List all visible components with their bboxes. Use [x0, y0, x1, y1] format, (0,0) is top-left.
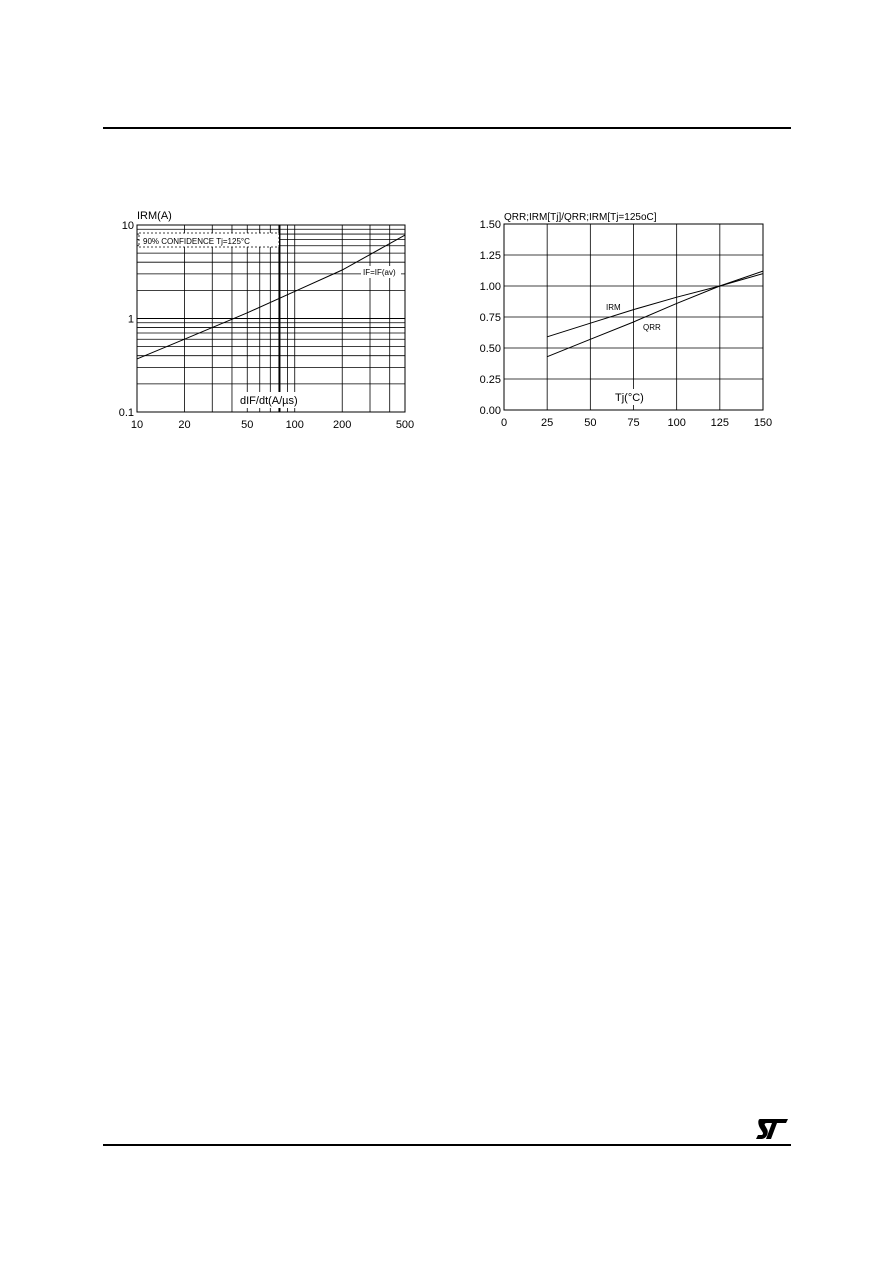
y-tick-label: 0.25 — [479, 374, 501, 386]
x-tick-label: 150 — [753, 417, 773, 429]
y-tick-label: 10 — [121, 220, 134, 232]
chart-title: IRM(A) — [137, 210, 172, 222]
y-tick-label: 1 — [127, 313, 134, 326]
qrr-series-line — [547, 271, 763, 357]
x-tick-label: 10 — [130, 419, 144, 431]
st-logo-icon — [755, 1117, 791, 1141]
x-tick-label: 100 — [667, 417, 686, 429]
x-tick-label: 75 — [627, 417, 640, 429]
x-tick-label: 50 — [584, 417, 597, 429]
y-tick-label: 1.25 — [479, 250, 501, 262]
x-tick-label: 500 — [395, 419, 415, 431]
y-tick-label: 0.1 — [118, 407, 134, 419]
x-tick-label: 0 — [500, 417, 508, 429]
confidence-annotation: 90% CONFIDENCE Tj=125°C — [143, 237, 250, 246]
bottom-rule — [103, 1144, 791, 1146]
x-tick-label: 100 — [285, 419, 304, 431]
qrr-series-label: QRR — [643, 323, 661, 332]
x-tick-label: 125 — [710, 417, 730, 429]
y-tick-label: 0.50 — [479, 343, 501, 355]
normalized-qrr-irm-vs-tj-chart — [0, 0, 892, 460]
x-tick-label: 25 — [541, 417, 554, 429]
y-tick-label: 0.75 — [479, 312, 501, 324]
if-annotation: IF=IF(av) — [363, 268, 396, 277]
y-tick-label: 1.00 — [479, 281, 501, 293]
y-tick-label: 1.50 — [479, 219, 501, 231]
chart-title: QRR;IRM[Tj]/QRR;IRM[Tj=125oC] — [504, 212, 657, 223]
x-tick-label: 50 — [241, 419, 254, 431]
x-tick-label: 20 — [178, 419, 191, 431]
x-tick-label: 200 — [333, 419, 352, 431]
irm-series-label: IRM — [606, 303, 621, 312]
x-axis-label: Tj(°C) — [615, 392, 644, 404]
y-tick-label: 0.00 — [479, 405, 501, 417]
x-axis-label: dIF/dt(A/µs) — [240, 395, 298, 407]
